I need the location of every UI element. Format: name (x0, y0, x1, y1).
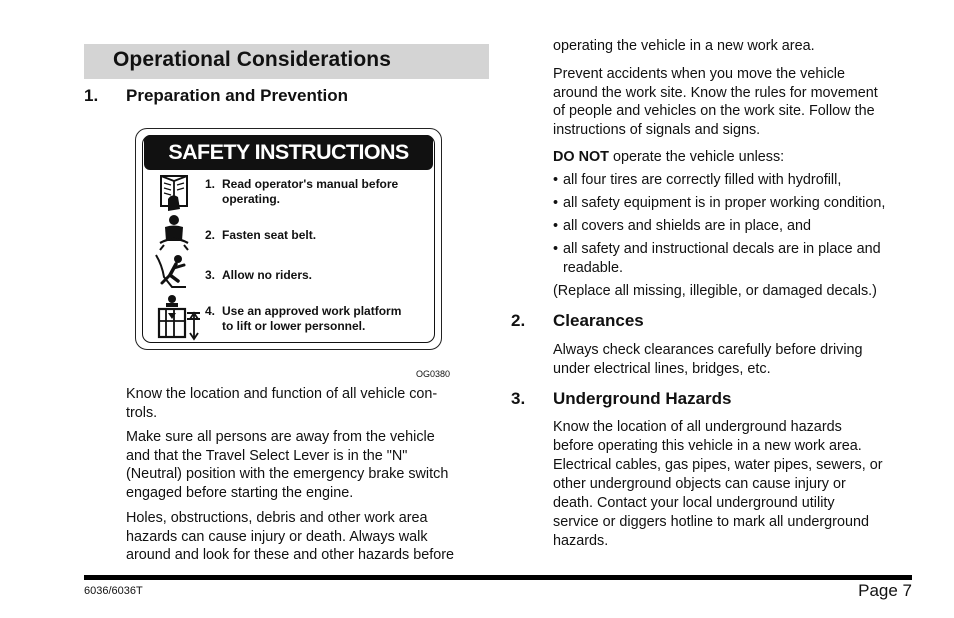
section-2-number: 2. (511, 311, 526, 330)
work-platform-icon (156, 293, 206, 341)
do-not-label: DO NOT (553, 149, 609, 165)
controls-paragraph: Know the location and function of all vehicle con- trols. (126, 386, 438, 421)
continuation-text: operating the vehicle in a new work area. (553, 38, 815, 54)
decal-item-1-number: 1. (205, 177, 216, 191)
decal-item-2-number: 2. (205, 228, 216, 242)
section-1-number: 1. (84, 86, 99, 105)
decal-item-3-line-1: Allow no riders. (222, 268, 313, 282)
list-item: • all safety equipment is in proper working condition, (553, 194, 923, 213)
decal-item-2-line-1: Fasten seat belt. (222, 228, 317, 242)
do-not-line (553, 148, 915, 167)
figure-code: OG0380 (416, 369, 451, 379)
section-title: Operational Considerations (113, 48, 391, 71)
footer-rule (84, 575, 912, 580)
decal-item-4-line-1: Use an approved work platform (222, 304, 402, 318)
manual-book-icon (158, 173, 190, 213)
conditions-list (553, 171, 923, 282)
decal-item-4-number: 4. (205, 304, 216, 318)
decal-item-1-line-2: operating. (222, 192, 281, 206)
prevent-accidents-paragraph: Prevent accidents when you move the vehicle around the work site. Know the rules for movement of people and vehicles on the work site. Follow the instructions of signals and signs. (553, 66, 878, 138)
replace-decals-note: (Replace all missing, illegible, or damaged decals.) (553, 283, 877, 299)
list-item: • all covers and shields are in place, and (553, 217, 923, 236)
do-not-text: operate the vehicle unless: (608, 149, 785, 165)
clearances-paragraph: Always check clearances carefully before driving under electrical lines, bridges, etc. (553, 342, 863, 377)
section-3-title: Underground Hazards (553, 389, 732, 408)
section-3-number: 3. (511, 389, 526, 408)
section-1-title: Preparation and Prevention (126, 86, 348, 105)
section-banner (84, 44, 489, 79)
hazards-paragraph: Holes, obstructions, debris and other work area hazards can cause injury or death. Always walk around and look for these and other hazards before (126, 510, 455, 564)
model-number: 6036/6036T (84, 585, 143, 597)
page-number: Page 7 (858, 581, 912, 600)
list-item: • all safety and instructional decals are in place and readable. (553, 240, 923, 277)
decal-item-3-number: 3. (205, 268, 216, 282)
decal-item-1-line-1: Read operator's manual before (222, 177, 399, 191)
underground-hazards-paragraph: Know the location of all underground hazards before operating this vehicle in a new work area. Electrical cables, gas pipes, water pipes, sewers, or other underground objects can cause injury or death. Contact your local underground utility service or diggers hotline to mark all underground hazards. (553, 419, 883, 549)
safety-instructions-decal (135, 128, 442, 350)
no-riders-icon (154, 251, 194, 291)
persons-away-paragraph: Make sure all persons are away from the vehicle and that the Travel Select Lever is in the "N" (Neutral) position with the emergency brake switch engaged before starting the engine. (126, 429, 449, 501)
decal-item-4-line-2: to lift or lower personnel. (222, 319, 366, 333)
seat-belt-icon (156, 213, 192, 251)
list-item: • all four tires are correctly filled with hydrofill, (553, 171, 923, 190)
decal-header: SAFETY INSTRUCTIONS (144, 135, 433, 170)
section-2-title: Clearances (553, 311, 644, 330)
